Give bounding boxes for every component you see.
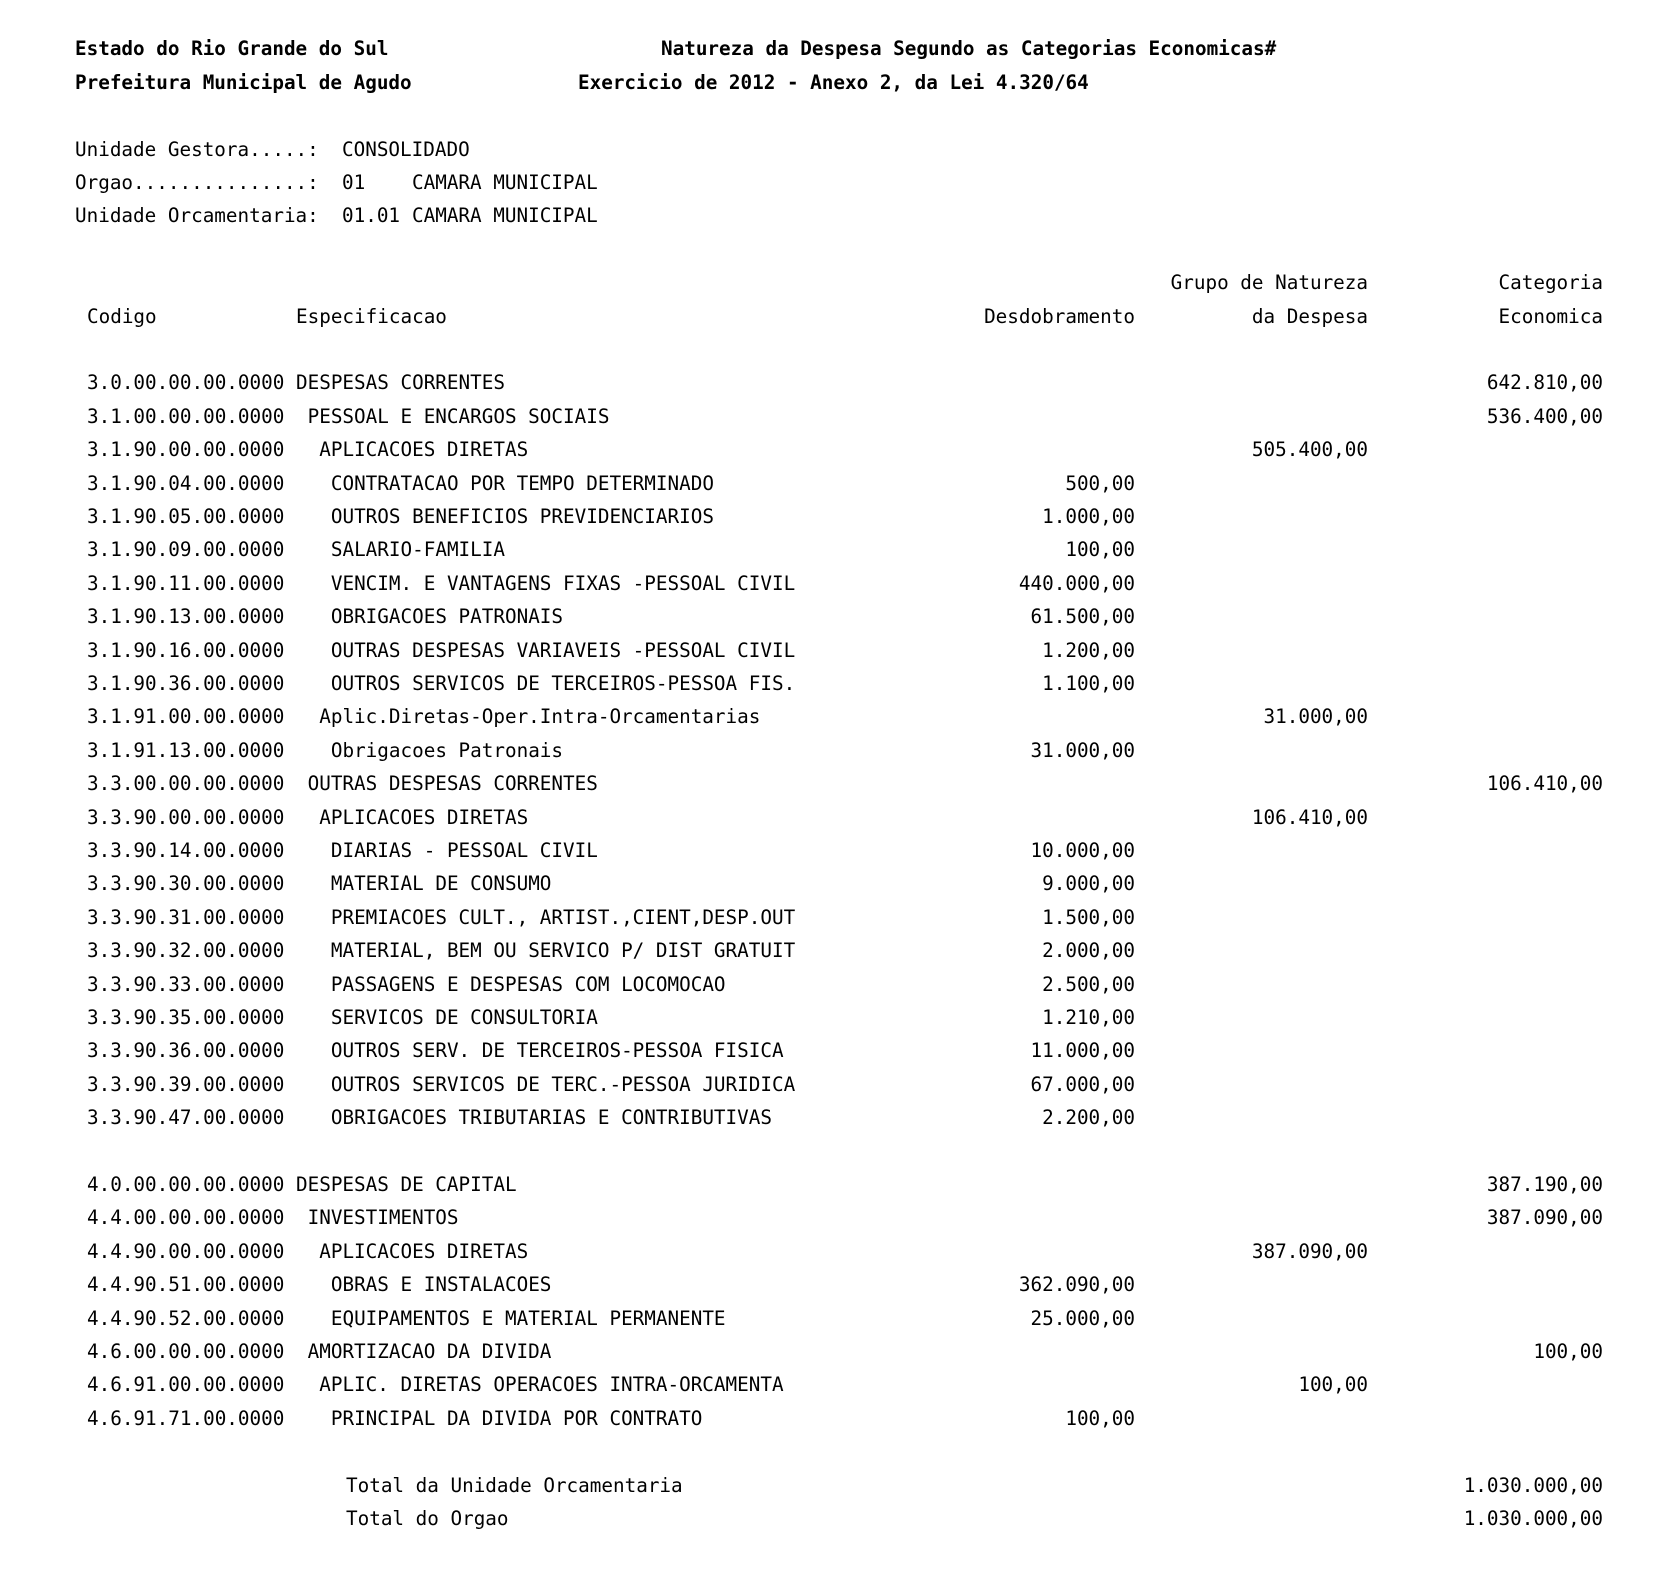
col-header-grupo-line1: Grupo de Natureza bbox=[1170, 271, 1368, 295]
row-spec: PESSOAL E ENCARGOS SOCIAIS bbox=[307, 404, 610, 428]
row-code: 3.3.90.14.00.0000 bbox=[87, 838, 285, 862]
table-row bbox=[0, 1335, 1653, 1368]
row-spec: MATERIAL, BEM OU SERVICO P/ DIST GRATUIT bbox=[330, 939, 796, 963]
col-header-categoria-line2: Economica bbox=[1498, 304, 1603, 328]
row-desdobramento: 11.000,00 bbox=[1030, 1039, 1135, 1063]
row-desdobramento: 2.000,00 bbox=[1042, 939, 1135, 963]
table-row bbox=[0, 767, 1653, 800]
table-row bbox=[0, 734, 1653, 767]
report-subtitle: Exercicio de 2012 - Anexo 2, da Lei 4.320/64 bbox=[578, 70, 1089, 94]
row-categoria: 106.410,00 bbox=[1486, 772, 1603, 796]
row-spec: EQUIPAMENTOS E MATERIAL PERMANENTE bbox=[330, 1306, 726, 1330]
row-spec: OUTROS BENEFICIOS PREVIDENCIARIOS bbox=[330, 504, 714, 528]
table-row bbox=[0, 834, 1653, 867]
row-code: 3.1.90.16.00.0000 bbox=[87, 638, 285, 662]
row-spec: APLICACOES DIRETAS bbox=[319, 805, 529, 829]
row-spec: OUTROS SERVICOS DE TERCEIROS-PESSOA FIS. bbox=[330, 671, 796, 695]
row-spec: OBRIGACOES PATRONAIS bbox=[330, 605, 564, 629]
row-code: 3.3.90.00.00.0000 bbox=[87, 805, 285, 829]
row-spec: PRINCIPAL DA DIVIDA POR CONTRATO bbox=[330, 1406, 703, 1430]
table-row bbox=[0, 400, 1653, 433]
row-spec: DESPESAS DE CAPITAL bbox=[296, 1172, 517, 1196]
row-code: 3.1.90.05.00.0000 bbox=[87, 504, 285, 528]
table-row bbox=[0, 1068, 1653, 1101]
row-spec: SERVICOS DE CONSULTORIA bbox=[330, 1005, 598, 1029]
row-code: 4.6.00.00.00.0000 bbox=[87, 1339, 285, 1363]
row-spec: OBRAS E INSTALACOES bbox=[330, 1273, 552, 1297]
row-spec: DIARIAS - PESSOAL CIVIL bbox=[330, 838, 598, 862]
row-spec: SALARIO-FAMILIA bbox=[330, 538, 505, 562]
row-desdobramento: 1.210,00 bbox=[1042, 1005, 1135, 1029]
row-code: 3.3.90.39.00.0000 bbox=[87, 1072, 285, 1096]
row-code: 3.1.91.13.00.0000 bbox=[87, 738, 285, 762]
orgao-code: 01 bbox=[342, 170, 366, 194]
table-row bbox=[0, 634, 1653, 667]
unidade-gestora-value: CONSOLIDADO bbox=[342, 137, 470, 161]
row-desdobramento: 100,00 bbox=[1065, 1406, 1135, 1430]
row-code: 4.6.91.00.00.0000 bbox=[87, 1373, 285, 1397]
row-spec: OUTRAS DESPESAS CORRENTES bbox=[307, 772, 598, 796]
col-header-desdobramento: Desdobramento bbox=[984, 304, 1135, 328]
unidade-orcamentaria-code: 01.01 bbox=[342, 204, 401, 228]
table-row bbox=[0, 1235, 1653, 1268]
row-code: 3.1.91.00.00.0000 bbox=[87, 705, 285, 729]
row-spec: APLIC. DIRETAS OPERACOES INTRA-ORCAMENTA bbox=[319, 1373, 784, 1397]
row-grupo: 100,00 bbox=[1298, 1373, 1368, 1397]
row-code: 3.3.90.33.00.0000 bbox=[87, 972, 285, 996]
total-unidade-value: 1.030.000,00 bbox=[1463, 1473, 1603, 1497]
row-code: 4.0.00.00.00.0000 bbox=[87, 1172, 285, 1196]
row-code: 4.6.91.71.00.0000 bbox=[87, 1406, 285, 1430]
row-code: 3.1.00.00.00.0000 bbox=[87, 404, 285, 428]
row-desdobramento: 1.500,00 bbox=[1042, 905, 1135, 929]
unidade-orcamentaria-name: CAMARA MUNICIPAL bbox=[412, 204, 598, 228]
row-categoria: 387.090,00 bbox=[1486, 1206, 1603, 1230]
row-spec: Aplic.Diretas-Oper.Intra-Orcamentarias bbox=[319, 705, 761, 729]
table-row bbox=[0, 1302, 1653, 1335]
table-row bbox=[0, 1402, 1653, 1435]
row-code: 4.4.90.51.00.0000 bbox=[87, 1273, 285, 1297]
row-spec: MATERIAL DE CONSUMO bbox=[330, 872, 552, 896]
row-spec: DESPESAS CORRENTES bbox=[296, 371, 505, 395]
col-header-categoria-line1: Categoria bbox=[1498, 271, 1603, 295]
col-header-especificacao: Especificacao bbox=[296, 304, 447, 328]
row-spec: PASSAGENS E DESPESAS COM LOCOMOCAO bbox=[330, 972, 726, 996]
row-categoria: 536.400,00 bbox=[1486, 404, 1603, 428]
row-code: 3.1.90.04.00.0000 bbox=[87, 471, 285, 495]
table-row bbox=[0, 433, 1653, 466]
row-spec: OUTROS SERV. DE TERCEIROS-PESSOA FISICA bbox=[330, 1039, 784, 1063]
unidade-orcamentaria-label: Unidade Orcamentaria: bbox=[75, 204, 319, 228]
row-desdobramento: 9.000,00 bbox=[1042, 872, 1135, 896]
table-row bbox=[0, 366, 1653, 399]
row-desdobramento: 2.500,00 bbox=[1042, 972, 1135, 996]
unidade-gestora-label: Unidade Gestora.....: bbox=[75, 137, 319, 161]
row-spec: APLICACOES DIRETAS bbox=[319, 438, 529, 462]
table-row bbox=[0, 700, 1653, 733]
row-code: 4.4.90.00.00.0000 bbox=[87, 1239, 285, 1263]
table-row bbox=[0, 1034, 1653, 1067]
row-spec: PREMIACOES CULT., ARTIST.,CIENT,DESP.OUT bbox=[330, 905, 796, 929]
table-row bbox=[0, 867, 1653, 900]
row-code: 3.3.90.31.00.0000 bbox=[87, 905, 285, 929]
row-grupo: 387.090,00 bbox=[1251, 1239, 1368, 1263]
row-spec: OUTRAS DESPESAS VARIAVEIS -PESSOAL CIVIL bbox=[330, 638, 796, 662]
row-desdobramento: 61.500,00 bbox=[1030, 605, 1135, 629]
table-row bbox=[0, 467, 1653, 500]
row-desdobramento: 1.000,00 bbox=[1042, 504, 1135, 528]
row-desdobramento: 31.000,00 bbox=[1030, 738, 1135, 762]
row-categoria: 100,00 bbox=[1533, 1339, 1603, 1363]
row-code: 3.3.90.47.00.0000 bbox=[87, 1106, 285, 1130]
table-row bbox=[0, 801, 1653, 834]
orgao-name: CAMARA MUNICIPAL bbox=[412, 170, 598, 194]
row-desdobramento: 100,00 bbox=[1065, 538, 1135, 562]
row-desdobramento: 440.000,00 bbox=[1018, 571, 1135, 595]
row-desdobramento: 67.000,00 bbox=[1030, 1072, 1135, 1096]
report-title: Natureza da Despesa Segundo as Categorias Economicas# bbox=[661, 37, 1277, 61]
table-row bbox=[0, 901, 1653, 934]
table-row bbox=[0, 934, 1653, 967]
table-row bbox=[0, 567, 1653, 600]
row-code: 3.3.90.36.00.0000 bbox=[87, 1039, 285, 1063]
col-header-grupo-line2: da Despesa bbox=[1251, 304, 1368, 328]
row-desdobramento: 1.200,00 bbox=[1042, 638, 1135, 662]
total-orgao-label: Total do Orgao bbox=[346, 1506, 509, 1530]
row-code: 3.3.00.00.00.0000 bbox=[87, 772, 285, 796]
row-spec: CONTRATACAO POR TEMPO DETERMINADO bbox=[330, 471, 714, 495]
row-code: 3.3.90.32.00.0000 bbox=[87, 939, 285, 963]
table-row bbox=[0, 968, 1653, 1001]
row-spec: OBRIGACOES TRIBUTARIAS E CONTRIBUTIVAS bbox=[330, 1106, 772, 1130]
state-name: Estado do Rio Grande do Sul bbox=[75, 37, 389, 61]
row-desdobramento: 362.090,00 bbox=[1018, 1273, 1135, 1297]
row-code: 3.3.90.35.00.0000 bbox=[87, 1005, 285, 1029]
row-grupo: 31.000,00 bbox=[1263, 705, 1368, 729]
row-spec: VENCIM. E VANTAGENS FIXAS -PESSOAL CIVIL bbox=[330, 571, 796, 595]
table-row bbox=[0, 1001, 1653, 1034]
total-orgao-value: 1.030.000,00 bbox=[1463, 1506, 1603, 1530]
orgao-label: Orgao...............: bbox=[75, 170, 319, 194]
row-desdobramento: 500,00 bbox=[1065, 471, 1135, 495]
table-row bbox=[0, 1101, 1653, 1134]
row-code: 3.3.90.30.00.0000 bbox=[87, 872, 285, 896]
row-code: 3.1.90.11.00.0000 bbox=[87, 571, 285, 595]
table-row bbox=[0, 1268, 1653, 1301]
row-code: 3.1.90.13.00.0000 bbox=[87, 605, 285, 629]
row-code: 3.1.90.36.00.0000 bbox=[87, 671, 285, 695]
row-spec: AMORTIZACAO DA DIVIDA bbox=[307, 1339, 552, 1363]
row-spec: INVESTIMENTOS bbox=[307, 1206, 459, 1230]
row-desdobramento: 2.200,00 bbox=[1042, 1106, 1135, 1130]
table-row bbox=[0, 600, 1653, 633]
table-row bbox=[0, 533, 1653, 566]
row-code: 3.0.00.00.00.0000 bbox=[87, 371, 285, 395]
row-code: 4.4.00.00.00.0000 bbox=[87, 1206, 285, 1230]
row-grupo: 505.400,00 bbox=[1251, 438, 1368, 462]
table-row bbox=[0, 667, 1653, 700]
table-row bbox=[0, 500, 1653, 533]
table-row bbox=[0, 1201, 1653, 1234]
row-code: 3.1.90.00.00.0000 bbox=[87, 438, 285, 462]
row-code: 3.1.90.09.00.0000 bbox=[87, 538, 285, 562]
row-spec: APLICACOES DIRETAS bbox=[319, 1239, 529, 1263]
table-row bbox=[0, 1168, 1653, 1201]
row-desdobramento: 10.000,00 bbox=[1030, 838, 1135, 862]
municipality-name: Prefeitura Municipal de Agudo bbox=[75, 70, 412, 94]
row-desdobramento: 25.000,00 bbox=[1030, 1306, 1135, 1330]
row-spec: Obrigacoes Patronais bbox=[330, 738, 564, 762]
row-categoria: 642.810,00 bbox=[1486, 371, 1603, 395]
col-header-codigo: Codigo bbox=[87, 304, 157, 328]
row-desdobramento: 1.100,00 bbox=[1042, 671, 1135, 695]
row-grupo: 106.410,00 bbox=[1251, 805, 1368, 829]
row-code: 4.4.90.52.00.0000 bbox=[87, 1306, 285, 1330]
row-spec: OUTROS SERVICOS DE TERC.-PESSOA JURIDICA bbox=[330, 1072, 796, 1096]
row-categoria: 387.190,00 bbox=[1486, 1172, 1603, 1196]
total-unidade-label: Total da Unidade Orcamentaria bbox=[346, 1473, 683, 1497]
table-row bbox=[0, 1368, 1653, 1401]
